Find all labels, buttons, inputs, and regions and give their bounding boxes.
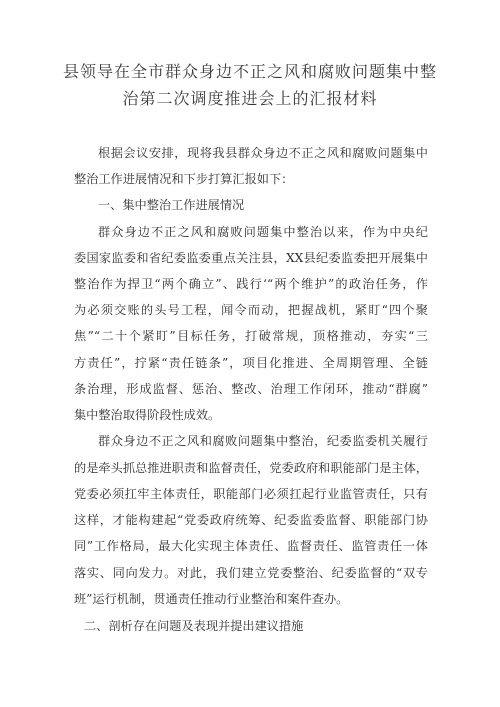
paragraph-line: 条治理，形成监督、惩治、整改、治理工作闭环，推动“群腐”: [74, 382, 428, 396]
section-heading-2: 二、剖析存在问题及表现并提出建议措施: [84, 619, 304, 633]
paragraph-line: 群众身边不正之风和腐败问题集中整治以来，作为中央纪: [98, 225, 428, 239]
paragraph-line: 为必须交账的头号工程，闻令而动，把握战机，紧盯“四个聚: [74, 303, 428, 317]
intro-line: 整治工作进展情况和下步打算汇报如下：: [74, 172, 294, 186]
document-title-line-1: 县领导在全市群众身边不正之风和腐败问题集中整: [62, 62, 437, 81]
paragraph-line: 落实、同向发力。对此，我们建立党委整治、纪委监督的“双专: [74, 566, 428, 580]
paragraph-line: 委国家监委和省纪委监委重点关注县，XX县纪委监委把开展集中: [74, 251, 428, 265]
paragraph-line: 这样，才能构建起“党委政府统筹、纪委监委监督、职能部门协: [74, 513, 428, 527]
document-title-line-2: 治第二次调度推进会上的汇报材料: [122, 89, 378, 108]
paragraph-line: 群众身边不正之风和腐败问题集中整治，纪委监委机关履行: [98, 434, 428, 448]
paragraph-line: 同”工作格局，最大化实现主体责任、监督责任、监管责任一体: [74, 539, 428, 553]
paragraph-line: 集中整治取得阶段性成效。: [74, 408, 221, 422]
paragraph-line: 的是牵头抓总推进职责和监督责任，党委政府和职能部门是主体，: [74, 461, 428, 475]
intro-line: 根据会议安排，现将我县群众身边不正之风和腐败问题集中: [98, 146, 428, 160]
paragraph-line: 方责任”，拧紧“责任链条”，项目化推进、全周期管理、全链: [74, 356, 428, 370]
paragraph-line: 班”运行机制，贯通责任推动行业整治和案件查办。: [74, 592, 349, 606]
paragraph-line: 党委必须扛牢主体责任，职能部门必须扛起行业监管责任，只有: [74, 487, 428, 501]
paragraph-line: 整治作为捍卫“两个确立”、践行‘“两个维护”的政治任务，作: [74, 277, 428, 291]
section-heading-1: 一、集中整治工作进展情况: [98, 198, 245, 212]
paragraph-line: 焦”“二十个紧盯”目标任务，打破常规，顶格推动，夯实“三: [74, 329, 428, 343]
